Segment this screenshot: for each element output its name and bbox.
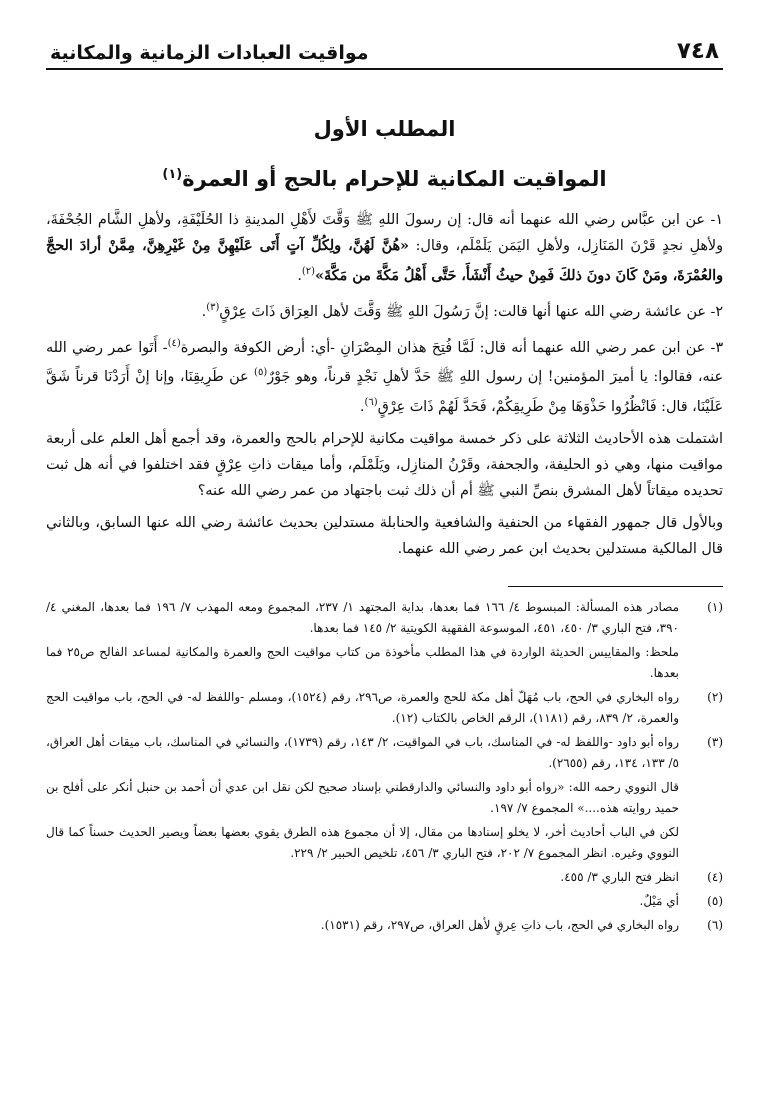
footnote-number: (٥)	[707, 893, 723, 908]
hadith-3-part1: ٣- عن ابن عمر رضي الله عنهما أنه قال: لَمَّا فُتِحَ هذان المِصْرَانِ -أي: أرض الكوفة والبصرة	[180, 339, 723, 356]
hadith-3	[46, 331, 723, 420]
running-title: مواقيت العبادات الزمانية والمكانية	[50, 42, 369, 64]
footnote-separator	[508, 586, 723, 587]
footnote-text: رواه البخاري في الحج، باب مُهَلّ أهل مكة للحج والعمرة، ص٢٩٦، رقم (١٥٢٤)، ومسلم -واللفظ له- في الحج، باب مواقيت الحج والعمرة، ٢/ ٨٣٩، رقم (١١٨١)، الرقم الخاص بالكتاب (١٢).	[46, 689, 679, 725]
footnote-text: انظر فتح الباري ٣/ ٤٥٥.	[560, 869, 679, 884]
subtitle-text: المواقيت المكانية للإحرام بالحج أو العمرة	[182, 167, 607, 191]
hadith-1-end: .	[297, 267, 302, 284]
footnote-2	[46, 687, 723, 729]
hadith-1-text: ١- عن ابن عبَّاس رضي الله عنهما أنه قال: إن رسولَ اللهِ ﷺ وَقَّتَ لأَهْلِ المدينةِ ذا الحُلَيْفَةِ، ولأهلِ الشَّام الجُحْفَةَ، ولأهلِ نجدٍ قَرْنَ المَنَازِل، ولأهلِ اليَمَن يَلَمْلَم، وقال:	[46, 212, 723, 254]
footnote-number: (٣)	[707, 734, 723, 749]
footnote-text: رواه البخاري في الحج، باب ذاتِ عِرقٍ لأهل العراق، ص٢٩٧، رقم (١٥٣١).	[320, 917, 679, 932]
section-subtitle	[46, 167, 723, 191]
hadith-3-footnote-ref-5[interactable]: (٥)	[254, 367, 268, 379]
discussion-paragraph-1: اشتملت هذه الأحاديث الثلاثة على ذكر خمسة مواقيت مكانية للإحرام بالحج والعمرة، وقد أجمع أهل العلم على أربعة مواقيت منها، وهي ذو الحليفة، والجحفة، وقَرْنُ المنازِل، ويَلَمْلَم، وأما ميقات ذاتِ عِرْقٍ فقد اختلفوا في أنه هل ثبت تحديده ميقاتاً لأهل المشرق بنصِّ النبي ﷺ أم أن ذلك ثبت باجتهاد من عمر رضي الله عنه؟	[46, 430, 723, 499]
discussion-paragraph-2: وبالأول قال جمهور الفقهاء من الحنفية والشافعية والحنابلة مستدلين بحديث عائشة رضي الله عنها السابق، وبالثاني قال المالكية مستدلين بحديث ابن عمر رضي الله عنهما.	[46, 514, 723, 557]
hadith-2-footnote-ref[interactable]: (٣)	[206, 301, 220, 313]
hadith-3-footnote-ref-6[interactable]: (٦)	[364, 397, 378, 409]
footnote-6	[46, 915, 723, 936]
hadith-3-footnote-ref-4[interactable]: (٤)	[167, 337, 181, 349]
footnote-number: (٤)	[707, 869, 723, 884]
footnote-number: (١)	[707, 599, 723, 614]
footnote-text: رواه أبو داود -واللفظ له- في المناسك، باب في المواقيت، ٢/ ١٤٣، رقم (١٧٣٩)، والنسائي في المناسك، باب ميقات أهل العراق، ٥/ ١٣٣، ١٣٤، رقم (٢٦٥٥).	[46, 734, 680, 770]
hadith-2-text: ٢- عن عائشة رضي الله عنها أنها قالت: إنَّ رَسُولَ اللهِ ﷺ وَقَّتَ لأهل العِرَاق ذَاتَ عِرْقٍ	[219, 303, 723, 320]
section-title: المطلب الأول	[313, 117, 456, 141]
footnote-text: أي مَيْلٌ.	[639, 893, 679, 908]
page-number: ٧٤٨	[676, 38, 719, 64]
hadith-2	[46, 295, 723, 325]
footnote-3	[46, 732, 723, 774]
footnote-number: (٦)	[707, 917, 723, 932]
footnote-3-note-b: لكن في الباب أحاديث أخر، لا يخلو إسنادها من مقال، إلا أن مجموع هذه الطرق يقوي بعضها بعضاً ويصير الحديث حسناً كما قال النووي وغيره. انظر المجموع ٧/ ٢٠٢، فتح الباري ٣/ ٤٥٦، تلخيص الحبير ٢/ ٢٢٩.	[46, 824, 679, 860]
footnote-3-note-a: قال النووي رحمه الله: «رواه أبو داود والنسائي والدارقطني بإسناد صحيح لكن نقل ابن عدي أن أحمد بن حنبل أنكر على أفلح بن حميد روايته هذه....» المجموع ٧/ ١٩٧.	[46, 779, 679, 815]
main-text	[46, 207, 723, 562]
footnote-1	[46, 597, 723, 639]
hadith-3-part2: - أَتَوا عمر رضي الله عنه، فقالوا: يا أميرَ المؤمنين! إن رسول اللهِ ﷺ حَدَّ لأهلِ نَجْدٍ قرناً، وهو جَوْرٌ	[46, 339, 723, 386]
footnote-5	[46, 891, 723, 912]
footnote-number: (٢)	[707, 689, 723, 704]
hadith-1	[46, 207, 723, 289]
footnote-4	[46, 867, 723, 888]
subtitle-footnote-ref[interactable]: (١)	[162, 167, 183, 182]
hadith-1-quote: «هُنَّ لَهُنَّ، ولِكُلِّ آتٍ أَتَى عَلَيْهِنَّ مِنْ غَيْرِهِنَّ، مِمَّنْ أرادَ الحجَّ والعُمْرَةَ، ومَنْ كَانَ دونَ ذلكَ فَمِنْ حيثُ أَنْشَأَ، حَتَّى أَهْلُ مَكَّةَ من مَكَّةَ»	[46, 238, 723, 284]
footnote-1-note: ملحظ: والمقاييس الحديثة الواردة في هذا المطلب مأخوذة من كتاب مواقيت الحج والعمرة والمكانية لمساعد الفالح ص٢٥ فما بعدها.	[46, 644, 679, 680]
hadith-2-end: .	[201, 303, 207, 320]
footnote-text: مصادر هذه المسألة: المبسوط ٤/ ١٦٦ فما بعدها، بداية المجتهد ١/ ٢٣٧، المجموع ومعه المهذب ٧/ ١٩٦ فما بعدها، المغني ٤/ ٣٩٠، فتح الباري ٣/ ٤٥٠، ٤٥١، الموسوعة الفقهية الكويتية ٢/ ١٤٥ فما بعدها.	[46, 599, 680, 635]
footnotes	[46, 597, 723, 936]
hadith-1-footnote-ref[interactable]: (٢)	[301, 266, 316, 277]
hadith-3-end: .	[359, 398, 365, 415]
hadith-3-part3: عن طَرِيقِنَا، وإنا إنْ أَرَدْنَا قرناً شَقَّ عَلَيْنَا، قال: فَانْظُرُوا حَذْوَهَا مِنْ طَرِيقِكُمْ، فَحَدَّ لَهُمْ ذَاتَ عِرْقٍ	[46, 369, 723, 415]
page-header	[46, 38, 723, 66]
header-rule	[46, 68, 723, 70]
